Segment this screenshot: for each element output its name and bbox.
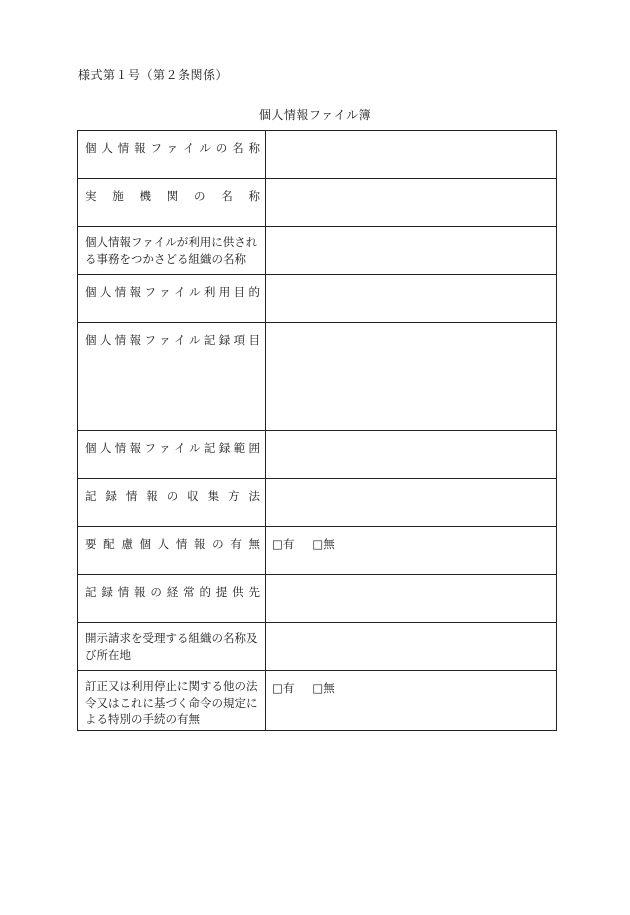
file-name-label: 個人情報ファイルの名称 — [85, 141, 260, 155]
collection-method-value — [266, 479, 557, 527]
table-row — [78, 227, 557, 275]
disclosure-office-label: 開示請求を受理する組織の名称及び所在地 — [85, 631, 258, 662]
yes-checkbox[interactable]: □有 — [272, 681, 295, 695]
special-procedure-label: 訂正又は利用停止に関する他の法令又はこれに基づく命令の規定による特別の手続の有無 — [85, 679, 258, 726]
usage-purpose-value — [266, 275, 557, 323]
table-row — [78, 431, 557, 479]
table-row — [78, 671, 557, 731]
no-checkbox[interactable]: □無 — [312, 681, 335, 695]
sensitive-info-options — [266, 527, 557, 575]
document-title: 個人情報ファイル簿 — [258, 108, 372, 122]
row-label-cell — [78, 575, 266, 623]
table-row — [78, 575, 557, 623]
collection-method-label: 記録情報の収集方法 — [85, 489, 260, 503]
usage-purpose-label: 個人情報ファイル利用目的 — [85, 285, 260, 299]
disclosure-office-value — [266, 623, 557, 671]
table-row — [78, 131, 557, 179]
table-row — [78, 479, 557, 527]
row-label-cell — [78, 179, 266, 227]
regular-recipients-value — [266, 575, 557, 623]
table-row — [78, 623, 557, 671]
record-scope-value — [266, 431, 557, 479]
special-procedure-options — [266, 671, 557, 731]
row-label-cell — [78, 227, 266, 275]
row-label-cell — [78, 671, 266, 731]
form-number: 様式第１号（第２条関係） — [78, 68, 229, 82]
row-label-cell — [78, 527, 266, 575]
agency-name-value — [266, 179, 557, 227]
row-label-cell — [78, 623, 266, 671]
table-row — [78, 179, 557, 227]
row-label-cell — [78, 479, 266, 527]
no-checkbox[interactable]: □無 — [312, 537, 335, 551]
record-scope-label: 個人情報ファイル記録範囲 — [85, 441, 260, 455]
row-label-cell — [78, 131, 266, 179]
agency-name-label: 実施機関の名称 — [85, 189, 260, 203]
responsible-organization-label: 個人情報ファイルが利用に供される事務をつかさどる組織の名称 — [85, 235, 258, 266]
file-name-value — [266, 131, 557, 179]
record-items-value — [266, 323, 557, 431]
responsible-organization-value — [266, 227, 557, 275]
row-label-cell — [78, 323, 266, 431]
table-row — [78, 323, 557, 431]
personal-info-file-register-table — [77, 130, 557, 731]
sensitive-info-label: 要配慮個人情報の有無 — [85, 537, 260, 551]
regular-recipients-label: 記録情報の経常的提供先 — [85, 585, 260, 599]
row-label-cell — [78, 431, 266, 479]
row-label-cell — [78, 275, 266, 323]
yes-checkbox[interactable]: □有 — [272, 537, 295, 551]
table-row — [78, 527, 557, 575]
record-items-label: 個人情報ファイル記録項目 — [85, 333, 260, 347]
table-row — [78, 275, 557, 323]
